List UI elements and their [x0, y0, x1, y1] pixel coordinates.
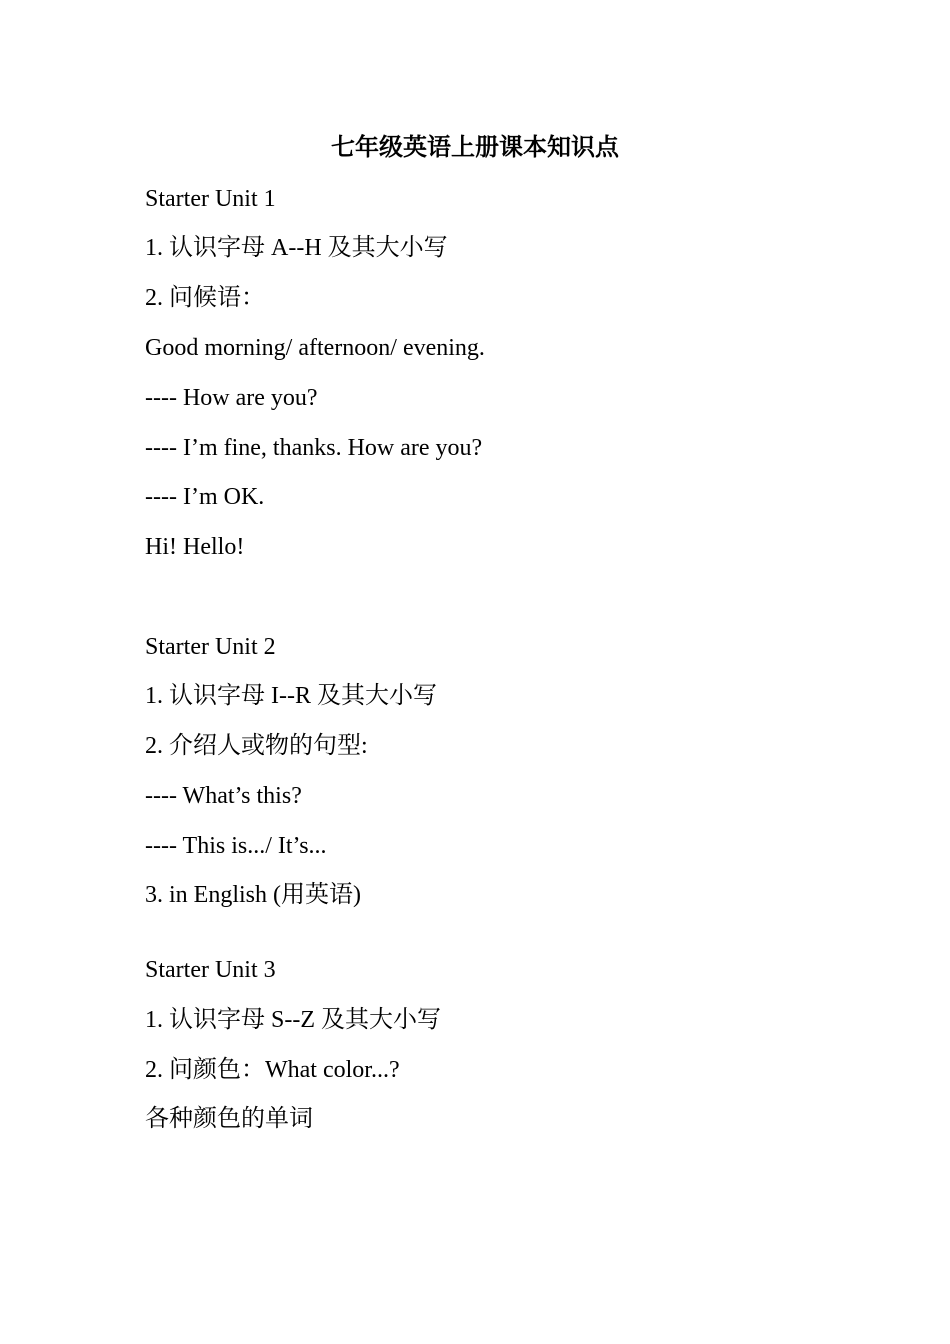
paragraph-line: 2. 问候语： — [145, 285, 265, 311]
paragraph-line: 2. 介绍人或物的句型: — [145, 733, 368, 759]
paragraph-line: 各种颜色的单词 — [145, 1106, 313, 1132]
paragraph-line: ---- I’m fine, thanks. How are you? — [145, 435, 483, 461]
paragraph-line: 3. in English (用英语) — [145, 882, 361, 908]
section-heading-starter-unit-3: Starter Unit 3 — [145, 957, 276, 983]
paragraph-line: ---- What’s this? — [145, 783, 302, 809]
paragraph-line: Hi! Hello! — [145, 534, 245, 560]
paragraph-line: ---- I’m OK. — [145, 484, 265, 510]
section-heading-starter-unit-1: Starter Unit 1 — [145, 186, 276, 212]
section-heading-starter-unit-2: Starter Unit 2 — [145, 634, 276, 660]
paragraph-line: ---- How are you? — [145, 385, 318, 411]
paragraph-line: 2. 问颜色：What color...? — [145, 1057, 400, 1083]
paragraph-line: 1. 认识字母 A--H 及其大小写 — [145, 235, 448, 261]
paragraph-line: ---- This is.../ It’s... — [145, 833, 327, 859]
document-title: 七年级英语上册课本知识点 — [331, 135, 619, 161]
paragraph-line: 1. 认识字母 I--R 及其大小写 — [145, 683, 437, 709]
paragraph-line: Good morning/ afternoon/ evening. — [145, 335, 485, 361]
paragraph-line: 1. 认识字母 S--Z 及其大小写 — [145, 1007, 441, 1033]
